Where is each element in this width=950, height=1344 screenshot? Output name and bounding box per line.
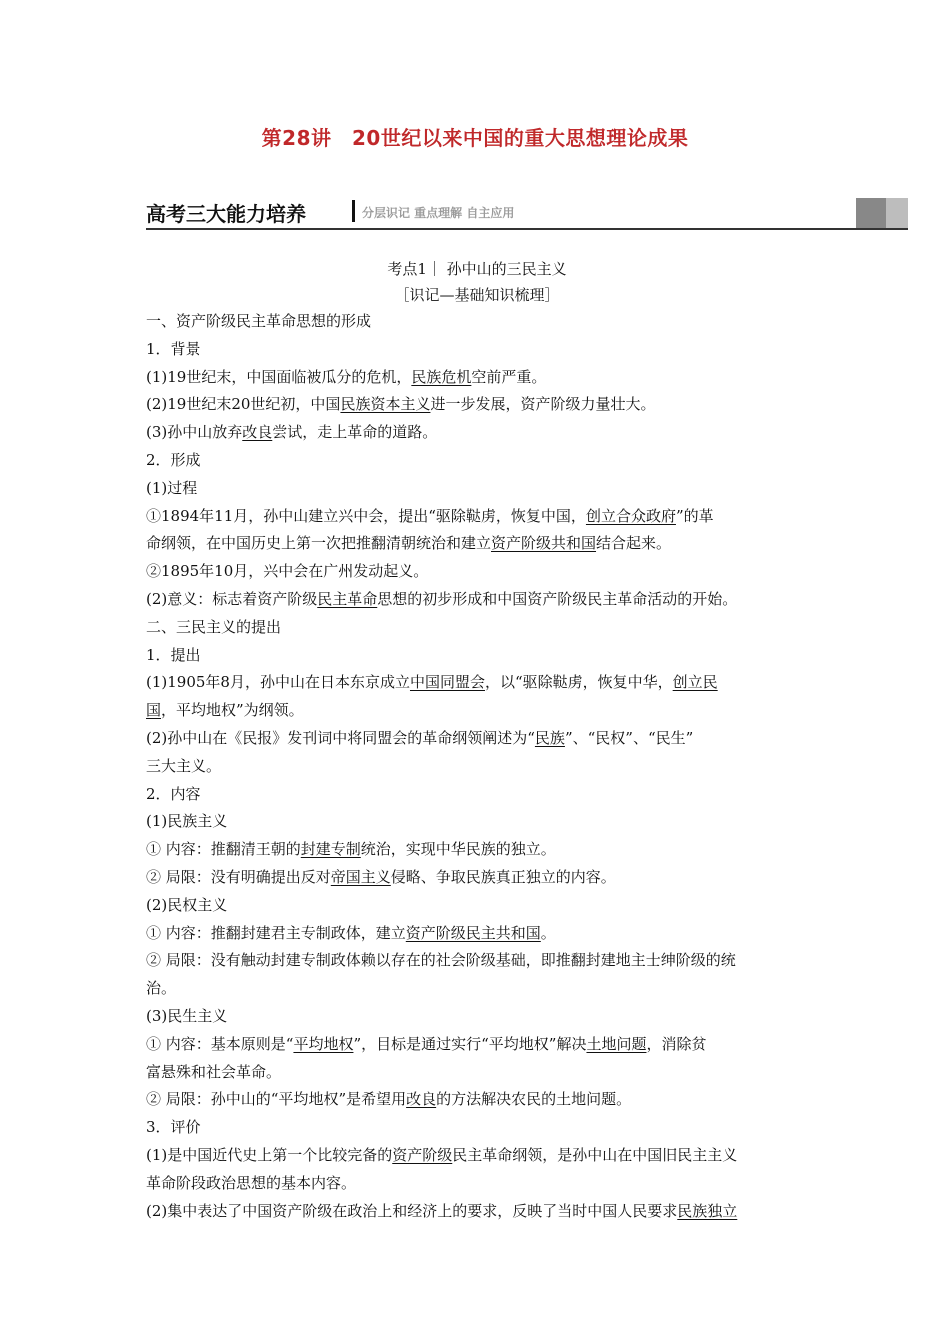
text-line [146, 1059, 808, 1087]
text-line [146, 1170, 808, 1198]
text-segment: ”、“民权”、“民生” [564, 728, 694, 747]
key-term: 资产阶级 [392, 1145, 453, 1164]
paragraph-lines [146, 308, 808, 1225]
text-segment: 革命阶段政治思想的基本内容。 [146, 1173, 357, 1192]
text-line [146, 1114, 808, 1142]
text-segment: 民主革命纲领，是孙中山在中国旧民主主义 [452, 1145, 738, 1164]
text-segment: (2)19世纪末20世纪初，中国 [146, 395, 341, 414]
text-line [146, 725, 808, 753]
text-segment: (3)民生主义 [146, 1006, 228, 1025]
text-line [146, 530, 808, 558]
text-segment: (1)是中国近代史上第一个比较完备的 [146, 1145, 393, 1164]
text-segment: 2．形成 [146, 450, 201, 469]
key-term: 平均地权 [293, 1034, 354, 1053]
key-term: 封建专制 [300, 840, 361, 859]
text-line [146, 864, 808, 892]
text-segment: ② 局限：没有明确提出反对 [146, 867, 331, 886]
text-segment: 1．背景 [146, 339, 201, 358]
text-line [146, 1031, 808, 1059]
text-segment: 空前严重。 [471, 367, 547, 386]
text-line [146, 391, 808, 419]
text-line [146, 614, 808, 642]
section-subtitle: ［识记—基础知识梳理］ [394, 286, 560, 304]
key-term: 国 [146, 701, 162, 720]
banner-light-block [886, 198, 908, 228]
key-term: 土地问题 [586, 1034, 647, 1053]
section-title: 考点1｜ 孙中山的三民主义 [387, 260, 567, 278]
text-segment: (1)1905年8月，孙中山在日本东京成立 [146, 673, 410, 692]
text-segment: ① 内容：推翻清王朝的 [146, 840, 301, 859]
text-segment: 侵略、争取民族真正独立的内容。 [390, 867, 616, 886]
key-term: 中国同盟会 [409, 673, 485, 692]
text-line [146, 586, 808, 614]
text-segment: (2)意义：标志着资产阶级 [146, 589, 318, 608]
text-line [146, 697, 808, 725]
text-segment: 二、三民主义的提出 [146, 617, 282, 636]
text-line [146, 364, 808, 392]
text-segment: 2．内容 [146, 784, 201, 803]
text-line [146, 419, 808, 447]
page-title: 第28讲 20世纪以来中国的重大思想理论成果 [261, 126, 689, 150]
text-segment: ”，目标是通过实行“平均地权”解决 [353, 1034, 587, 1053]
text-line [146, 308, 808, 336]
text-segment: ② 局限：孙中山的“平均地权”是希望用 [146, 1090, 407, 1109]
text-segment: 结合起来。 [596, 534, 672, 553]
text-segment: (2)民权主义 [146, 895, 228, 914]
banner-underline [146, 228, 908, 230]
text-segment: 尝试，走上革命的道路。 [272, 423, 438, 442]
text-segment: ② 局限：没有触动封建专制政体赖以存在的社会阶级基础，即推翻封建地主士绅阶级的统 [146, 951, 736, 970]
text-line [146, 892, 808, 920]
text-segment: ① 内容：推翻封建君主专制政体，建立 [146, 923, 406, 942]
text-line [146, 503, 808, 531]
text-line [146, 781, 808, 809]
text-line [146, 1003, 808, 1031]
text-segment: (3)孙中山放弃 [146, 423, 243, 442]
key-term: 民族资本主义 [340, 395, 431, 414]
text-line [146, 947, 808, 975]
text-line [146, 836, 808, 864]
banner-divider [352, 200, 355, 222]
text-line [146, 447, 808, 475]
key-term: 资产阶级共和国 [491, 534, 597, 553]
text-line [146, 975, 808, 1003]
text-segment: 1．提出 [146, 645, 201, 664]
text-segment: 进一步发展，资产阶级力量壮大。 [430, 395, 656, 414]
text-segment: 的方法解决农民的土地问题。 [436, 1090, 632, 1109]
text-line [146, 753, 808, 781]
key-term: 改良 [242, 423, 273, 442]
text-line [146, 1142, 808, 1170]
text-segment: ，以“驱除鞑虏，恢复中华， [484, 673, 673, 692]
text-segment: ①1894年11月，孙中山建立兴中会，提出“驱除鞑虏，恢复中国， [146, 506, 586, 525]
key-term: 民族危机 [411, 367, 472, 386]
key-term: 创立合众政府 [585, 506, 676, 525]
text-segment: ”的革 [675, 506, 714, 525]
key-term: 民主革命 [317, 589, 378, 608]
text-line [146, 336, 808, 364]
text-segment: (1)民族主义 [146, 812, 228, 831]
text-line [146, 669, 808, 697]
text-segment: (1)19世纪末，中国面临被瓜分的危机， [146, 367, 412, 386]
text-line [146, 642, 808, 670]
text-segment: ① 内容：基本原则是“ [146, 1034, 294, 1053]
text-segment: ，消除贫 [646, 1034, 707, 1053]
key-term: 帝国主义 [330, 867, 391, 886]
text-segment: (1)过程 [146, 478, 198, 497]
banner-dark-block [856, 198, 886, 228]
text-segment: 。 [540, 923, 556, 942]
key-term: 创立民 [672, 673, 718, 692]
text-line [146, 475, 808, 503]
text-segment: 3．评价 [146, 1118, 201, 1137]
text-segment: (2)集中表达了中国资产阶级在政治上和经济上的要求，反映了当时中国人民要求 [146, 1201, 678, 1220]
key-term: 民族 [534, 728, 565, 747]
text-segment: 一、资产阶级民主革命思想的形成 [146, 312, 372, 330]
key-term: 资产阶级民主共和国 [405, 923, 541, 942]
text-line [146, 920, 808, 948]
text-segment: 统治，实现中华民族的独立。 [360, 840, 556, 859]
banner-title: 高考三大能力培养 [146, 202, 306, 226]
text-line [146, 558, 808, 586]
text-segment: 思想的初步形成和中国资产阶级民主革命活动的开始。 [377, 589, 738, 608]
banner-subtitle: 分层识记 重点理解 自主应用 [362, 206, 515, 220]
document-body [146, 256, 808, 1225]
text-segment: 命纲领，在中国历史上第一次把推翻清朝统治和建立 [146, 534, 492, 553]
key-term: 改良 [406, 1090, 437, 1109]
text-segment: 治。 [146, 979, 177, 998]
text-segment: 三大主义。 [146, 756, 222, 775]
text-segment: (2)孙中山在《民报》发刊词中将同盟会的革命纲领阐述为“ [146, 728, 535, 747]
text-segment: 富悬殊和社会革命。 [146, 1062, 282, 1081]
section-banner [146, 196, 908, 230]
text-line [146, 1198, 808, 1226]
text-segment: ②1895年10月，兴中会在广州发动起义。 [146, 562, 429, 581]
text-line [146, 1086, 808, 1114]
text-line [146, 808, 808, 836]
key-term: 民族独立 [677, 1201, 738, 1220]
text-segment: ，平均地权”为纲领。 [161, 701, 304, 720]
